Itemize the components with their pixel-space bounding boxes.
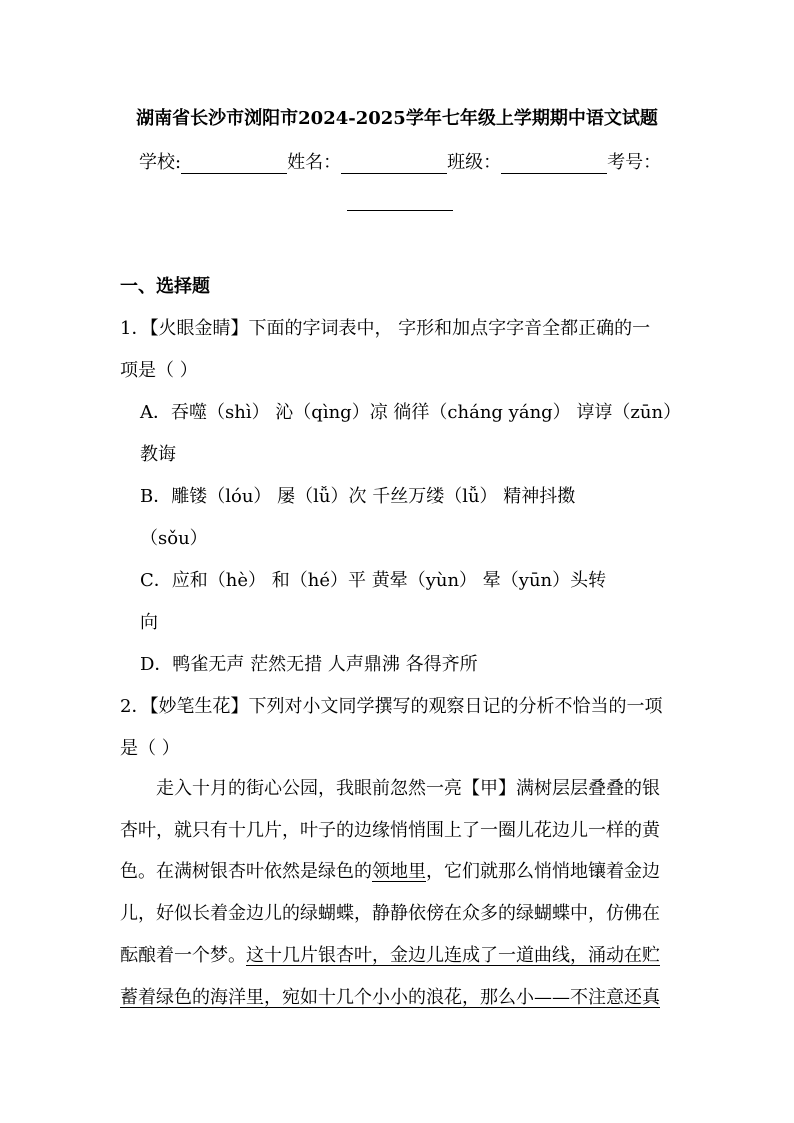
q1-option-c-cont: 向	[140, 612, 158, 633]
underlined-text: 领地里	[372, 861, 426, 882]
q1-option-c: C．应和（hè） 和（hé）平 黄晕（yùn） 晕（yūn）头转	[140, 570, 607, 591]
underlined-text: 这十几片银杏叶，金边儿连成了一道曲线，涌动在贮	[246, 945, 660, 966]
q2-stem-line2: 是（ ）	[120, 738, 180, 759]
q1-option-b: B．雕镂（lóu） 屡（lǚ）次 千丝万缕（lǚ） 精神抖擞	[140, 486, 576, 507]
class-blank[interactable]	[501, 153, 607, 174]
passage-line	[120, 857, 660, 883]
passage-line: 儿，好似长着金边儿的绿蝴蝶，静静依傍在众多的绿蝴蝶中，仿佛在	[120, 903, 660, 924]
page-title: 湖南省长沙市浏阳市2024-2025学年七年级上学期期中语文试题	[136, 108, 658, 129]
q1-option-b-cont: （sǒu）	[140, 528, 208, 549]
underlined-text: 蓄着绿色的海洋里，宛如十几个小小的浪花，那么小——不注意还真	[120, 987, 660, 1008]
school-blank[interactable]	[181, 153, 287, 174]
q1-option-a-cont: 教诲	[140, 444, 176, 465]
number-blank[interactable]	[347, 190, 453, 211]
passage-line: 走入十月的街心公园，我眼前忽然一亮【甲】满树层层叠叠的银	[156, 778, 660, 799]
number-label: 考号：	[607, 152, 662, 173]
q2-stem-line1: 2．【妙笔生花】下列对小文同学撰写的观察日记的分析不恰当的一项	[120, 696, 663, 717]
name-blank[interactable]	[341, 153, 447, 174]
q1-option-d: D．鸭雀无声 茫然无措 人声鼎沸 各得齐所	[140, 654, 478, 675]
passage-text: ，它们就那么悄悄地镶着金边	[426, 861, 660, 882]
passage-text: 酝酿着一个梦。	[120, 945, 246, 966]
passage-line	[120, 941, 660, 967]
passage-text: 色。在满树银杏叶依然是绿色的	[120, 861, 372, 882]
name-label: 姓名：	[287, 152, 342, 173]
passage-line: 杏叶，就只有十几片，叶子的边缘悄悄围上了一圈儿花边儿一样的黄	[120, 820, 660, 841]
section-heading: 一、选择题	[120, 276, 210, 297]
school-label: 学校:	[139, 152, 182, 173]
q1-option-a: A．吞噬（shì） 沁（qìng）凉 徜徉（cháng yáng） 谆谆（zūn）	[140, 402, 682, 423]
student-info-fields	[139, 148, 699, 174]
q1-stem-line1: 1．【火眼金睛】下面的字词表中， 字形和加点字字音全都正确的一	[120, 318, 651, 339]
q1-stem-line2: 项是（ ）	[120, 360, 198, 381]
class-label: 班级：	[447, 152, 502, 173]
